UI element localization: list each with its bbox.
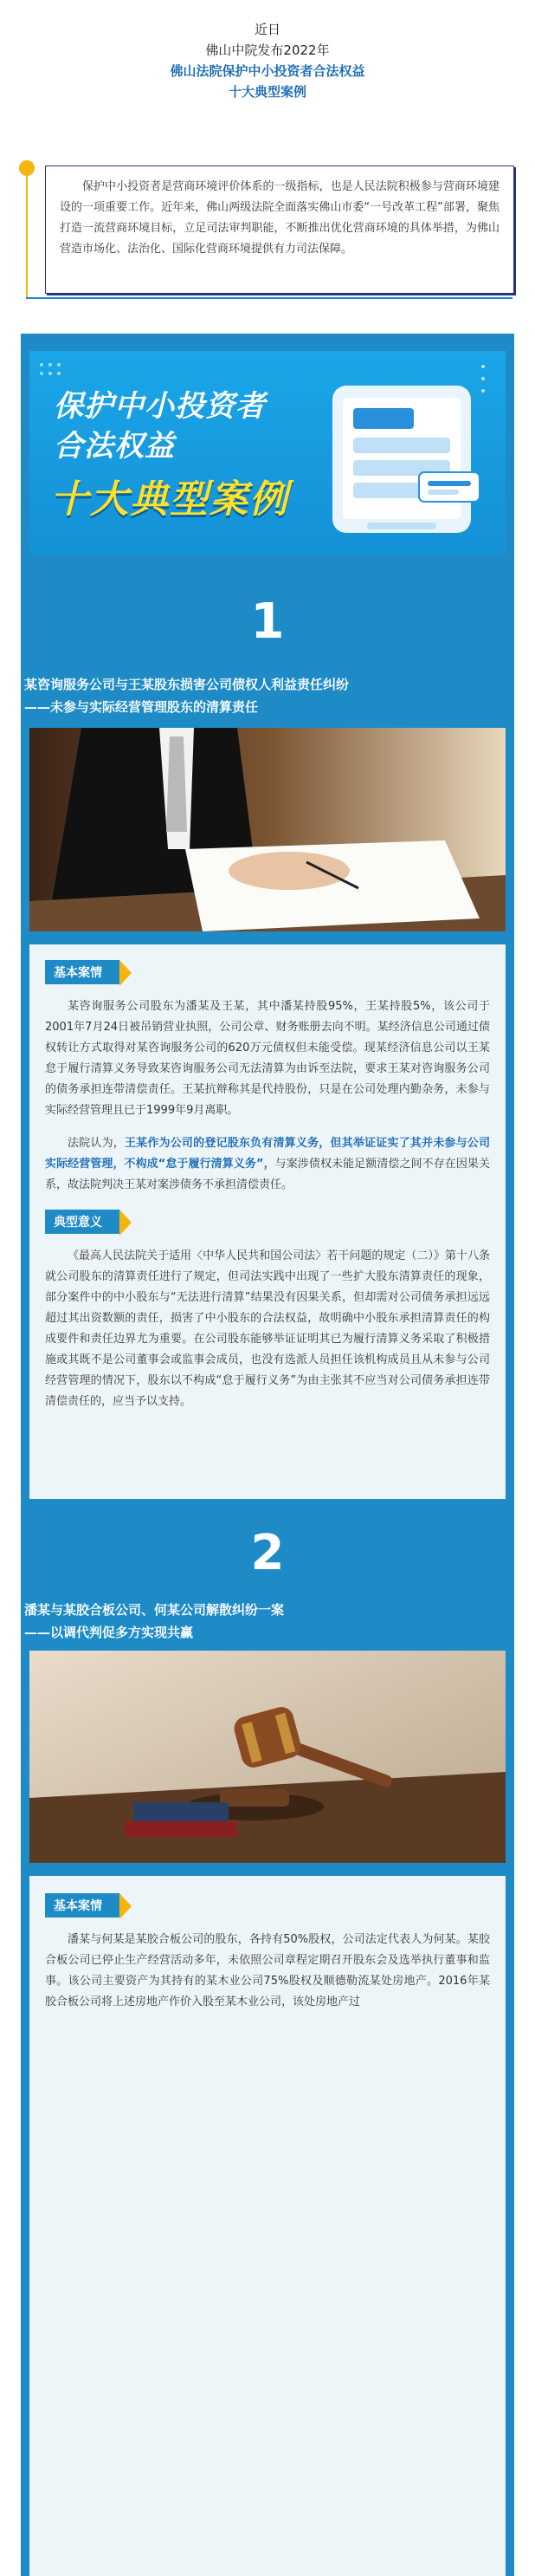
significance-label: 典型意义: [54, 1216, 102, 1230]
judgment-text-pre: 法院认为，: [68, 1137, 125, 1150]
intro-card: [45, 165, 514, 294]
case-number: 1: [250, 594, 285, 650]
basic-facts-text: 某咨询服务公司股东为潘某及王某，其中潘某持股95%，王某持股5%，该公司于2001年7月24日被吊销营业执照，公司公章、财务账册去向不明。某经济信息公司通过债权转让方式取得对某咨询服务公司的620万元债权但未能受偿。现某经济信息公司以王某怠于履行清算义务导致某咨询服务公司无法清算为由诉至法院，要求王某对咨询服务公司的债务承担连带清偿责任。王某抗辩称其是代持股份，只是在公司处理内勤杂务，未参与实际经营管理且已于1999年9月离职。: [45, 1000, 490, 1117]
case-photo-signing: [29, 728, 506, 931]
banner-title-line1: 保护中小投资者: [54, 389, 266, 424]
intro-text: 保护中小投资者是营商环境评价体系的一级指标，也是人民法院积极参与营商环境建设的一项重要工作。近年来，佛山两级法院全面落实佛山市委“一号改革工程”部署，聚焦打造一流营商环境目标，立足司法审判职能，不断推出优化营商环境的具体举措，为佛山营造市场化、法治化、国际化营商环境提供有力司法保障。: [60, 180, 500, 256]
tag-arrow-icon: [119, 1893, 132, 1919]
intro-dot-decoration: [19, 160, 35, 176]
significance-text: 《最高人民法院关于适用〈中华人民共和国公司法〉若干问题的规定（二）》第十八条就公司股东的清算责任进行了规定，但司法实践中出现了一些扩大股东清算责任的现象，部分案件中的中小股东与“无法进行清算”结果没有因果关系，但却需对公司债务承担远远超过其出资数额的责任，损害了中小股东的合法权益，故明确中小股东承担清算责任的构成要件和责任边界尤为重要。在公司股东能够举证证明其已为履行清算义务采取了积极措施或其既不是公司董事会或监事会成员，也没有选派人员担任该机构成员且从未参与公司经营管理的情况下，股东以不构成“怠于履行义务”为由主张其不应当对公司债务承担连带清偿责任的，应当予以支持。: [45, 1249, 490, 1408]
banner-title-line3: 十大典型案例: [50, 477, 289, 522]
cases-banner: [29, 351, 506, 555]
judgment-text-post: 与案涉债权未能足额清偿之间不存在因果关系，故法院判决王某对案涉债务不承担清偿责任。: [45, 1158, 490, 1191]
header-line-recent: 近日: [254, 22, 280, 37]
case-title-line2: ——未参与实际经营管理股东的清算责任: [24, 699, 259, 715]
intro-horizontal-line: [26, 297, 512, 299]
cases-section: [21, 334, 514, 2576]
case-title: [24, 1599, 509, 1644]
header-line-cases: 十大典型案例: [228, 84, 306, 100]
case-content-panel: [29, 944, 506, 1499]
case-title: [24, 673, 509, 718]
basic-facts-tag: [45, 1893, 119, 1917]
article-header: [0, 0, 535, 102]
basic-facts-text: 潘某与何某是某胶合板公司的股东，各持有50%股权，公司法定代表人为何某。某胶合板公司已停止生产经营活动多年，未依照公司章程定期召开股东会及选举执行董事和监事。该公司主要资产为其持有的某木业公司75%股权及顺德勒流某处房地产。2016年某胶合板公司将上述房地产作价入股至某木业公司，该处房地产过: [45, 1933, 490, 2008]
gavel-photo-icon: [29, 1651, 506, 1863]
significance-tag: [45, 1210, 119, 1234]
header-line-court: 佛山中院发布2022年: [205, 42, 330, 58]
banner-title-line2: 合法权益: [54, 429, 175, 464]
intro-box: [19, 160, 514, 299]
intro-vertical-line: [26, 176, 28, 297]
tag-arrow-icon: [119, 960, 132, 986]
signing-document-photo-icon: [29, 728, 506, 931]
basic-facts-label: 基本案情: [54, 1899, 102, 1913]
basic-facts-tag: [45, 960, 119, 984]
tag-arrow-icon: [119, 1210, 132, 1236]
case-number: 2: [250, 1525, 285, 1581]
case-content-panel: [29, 1876, 506, 2576]
case-title-line1: 潘某与某胶合板公司、何某公司解散纠纷一案: [24, 1602, 285, 1618]
judgment-text: [45, 1133, 490, 1196]
basic-facts-label: 基本案情: [54, 966, 102, 980]
judgment-text-highlight: 王某作为公司的登记股东负有清算义务，但其举证证实了其并未参与公司实际经营管理，不构成“怠于履行清算义务”，: [45, 1137, 490, 1171]
case-title-line1: 某咨询服务公司与王某股东损害公司债权人利益责任纠纷: [24, 677, 350, 692]
case-title-line2: ——以调代判促多方实现共赢: [24, 1625, 194, 1640]
header-line-topic: 佛山法院保护中小投资者合法权益: [170, 63, 365, 79]
document-tablet-illustration-icon: [315, 377, 488, 542]
case-photo-gavel: [29, 1651, 506, 1863]
